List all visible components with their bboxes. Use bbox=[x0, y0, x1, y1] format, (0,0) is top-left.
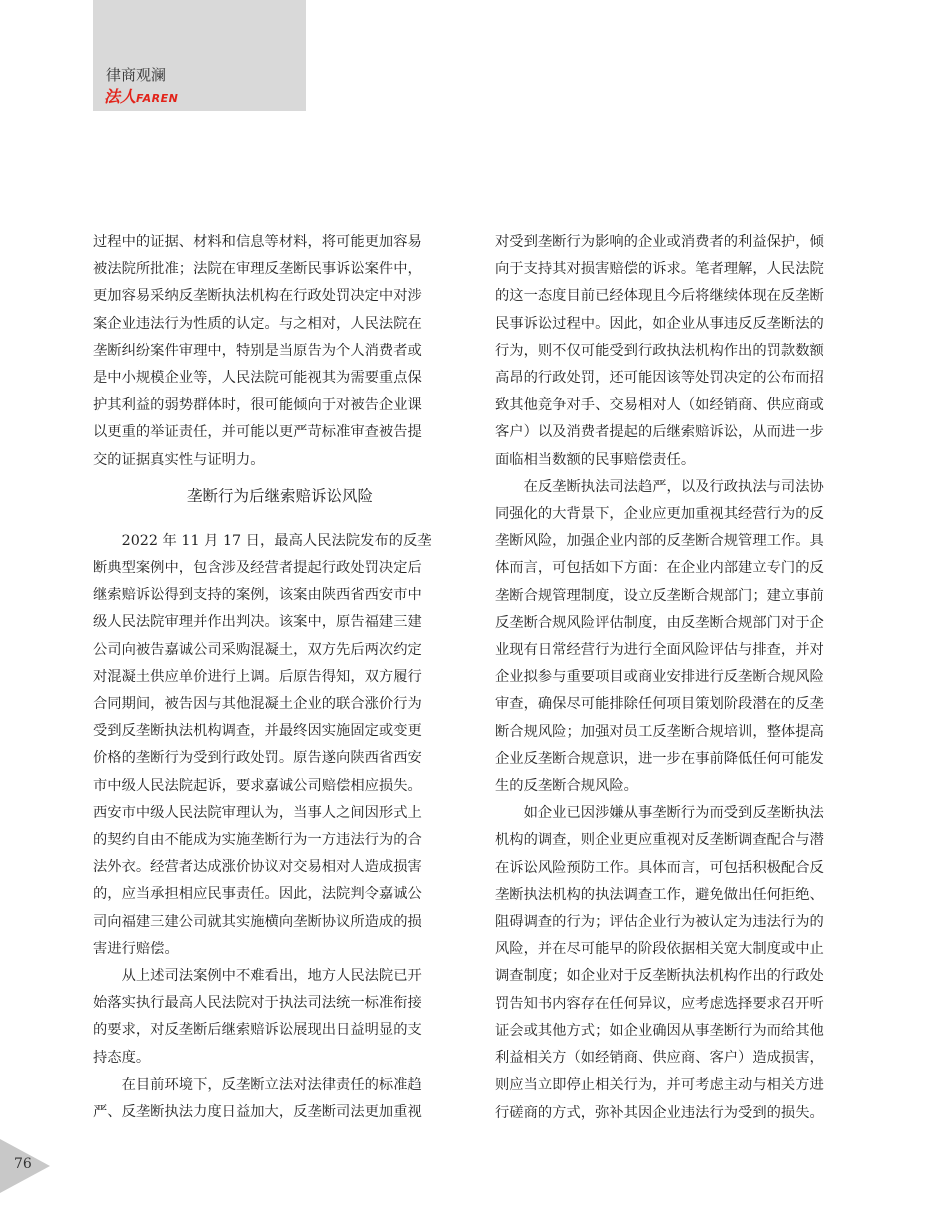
text-line: 从上述司法案例中不难看出，地方人民法院已开 bbox=[121, 968, 422, 985]
text-line: 在反垄断执法司法趋严，以及行政执法与司法协 bbox=[523, 478, 824, 495]
text-line: 公司向被告嘉诚公司采购混凝土，双方先后两次约定 bbox=[93, 641, 422, 658]
text-line: 护其利益的弱势群体时，很可能倾向于对被告企业课 bbox=[93, 397, 422, 414]
text-line: 合同期间，被告因与其他混凝土企业的联合涨价行为 bbox=[93, 696, 422, 713]
text-line: 如企业已因涉嫌从事垄断行为而受到反垄断执法 bbox=[523, 805, 824, 822]
text-line: 市中级人民法院起诉，要求嘉诚公司赔偿相应损失。 bbox=[93, 777, 422, 794]
text-line: 是中小规模企业等，人民法院可能视其为需要重点保 bbox=[93, 370, 422, 387]
text-line: 垄断纠纷案件审理中，特别是当原告为个人消费者或 bbox=[93, 342, 422, 359]
text-line: 罚告知书内容存在任何异议，应考虑选择要求召开听 bbox=[495, 995, 824, 1012]
paragraph-involved bbox=[495, 800, 869, 1126]
text-line: 证会或其他方式；如企业确因从事垄断行为而给其他 bbox=[495, 1022, 824, 1039]
paragraph-trend bbox=[93, 963, 467, 1072]
text-line: 面临相当数额的民事赔偿责任。 bbox=[495, 451, 696, 468]
text-line: 以更重的举证责任，并可能以更严苛标准审查被告提 bbox=[93, 424, 422, 441]
text-line: 始落实执行最高人民法院对于执法司法统一标准衔接 bbox=[93, 995, 422, 1012]
text-line: 继索赔诉讼得到支持的案例，该案由陕西省西安市中 bbox=[93, 587, 422, 604]
text-line: 则应当立即停止相关行为，并可考虑主动与相关方进 bbox=[495, 1077, 824, 1094]
text-line: 利益相关方（如经销商、供应商、客户）造成损害， bbox=[495, 1050, 824, 1067]
text-line: 在诉讼风险预防工作。具体而言，可包括积极配合反 bbox=[495, 859, 824, 876]
text-line: 客户）以及消费者提起的后继索赔诉讼，从而进一步 bbox=[495, 424, 824, 441]
text-line: 断典型案例中，包含涉及经营者提起行政处罚决定后 bbox=[93, 560, 422, 577]
text-line: 持态度。 bbox=[93, 1049, 151, 1066]
section-heading: 垄断行为后继索赔诉讼风险 bbox=[186, 486, 373, 505]
text-line: 的要求，对反垄断后继索赔诉讼展现出日益明显的支 bbox=[93, 1022, 422, 1039]
text-line: 对混凝土供应单价进行上调。后原告得知，双方履行 bbox=[93, 668, 422, 685]
text-line: 生的反垄断合规风险。 bbox=[495, 778, 638, 795]
text-line: 对受到垄断行为影响的企业或消费者的利益保护，倾 bbox=[495, 234, 824, 250]
text-line: 垄断风险，加强企业内部的反垄断合规管理工作。具 bbox=[495, 533, 824, 550]
text-line: 价格的垄断行为受到行政处罚。原告遂向陕西省西安 bbox=[93, 750, 422, 767]
text-line: 更加容易采纳反垄断执法机构在行政处罚决定中对涉 bbox=[93, 288, 422, 305]
text-line: 垄断执法机构的执法调查工作，避免做出任何拒绝、 bbox=[495, 886, 824, 903]
text-line: 向于支持其对损害赔偿的诉求。笔者理解，人民法院 bbox=[495, 261, 824, 278]
text-line: 企业反垄断合规意识，进一步在事前降低任何可能发 bbox=[495, 750, 824, 767]
text-line: 2022 年 11 月 17 日，最高人民法院发布的反垄 bbox=[121, 532, 432, 549]
text-line: 断合规风险；加强对员工反垄断合规培训，整体提高 bbox=[495, 723, 824, 740]
text-line: 案企业违法行为性质的认定。与之相对，人民法院在 bbox=[93, 315, 422, 332]
page-number: 76 bbox=[14, 1156, 32, 1172]
paragraph-continued bbox=[93, 229, 467, 474]
text-line: 风险，并在尽可能早的阶段依据相关宽大制度或中止 bbox=[495, 941, 824, 958]
text-line: 致其他竞争对手、交易相对人（如经销商、供应商或 bbox=[495, 397, 824, 414]
text-line: 行磋商的方式，弥补其因企业违法行为受到的损失。 bbox=[495, 1104, 824, 1121]
paragraph-case bbox=[93, 528, 467, 963]
text-line: 的这一态度目前已经体现且今后将继续体现在反垄断 bbox=[495, 288, 824, 305]
right-column bbox=[495, 229, 869, 1127]
text-line: 审查，确保尽可能排除任何项目策划阶段潜在的反垄 bbox=[495, 696, 824, 713]
text-line: 的契约自由不能成为实施垄断行为一方违法行为的合 bbox=[93, 832, 422, 849]
text-line: 民事诉讼过程中。因此，如企业从事违反反垄断法的 bbox=[495, 315, 824, 332]
paragraph-environment bbox=[93, 1072, 467, 1126]
text-line: 司向福建三建公司就其实施横向垄断协议所造成的损 bbox=[93, 913, 422, 930]
text-line: 反垄断合规风险评估制度，由反垄断合规部门对于企 bbox=[495, 614, 824, 631]
brand-logo-cn: 法人 bbox=[104, 87, 137, 106]
section-name: 律商观澜 bbox=[106, 66, 167, 84]
text-line: 受到反垄断执法机构调查，并最终因实施固定或变更 bbox=[93, 723, 422, 740]
text-line: 阻碍调查的行为；评估企业行为被认定为违法行为的 bbox=[495, 914, 824, 931]
text-line: 在目前环境下，反垄断立法对法律责任的标准趋 bbox=[121, 1076, 422, 1093]
text-line: 行为，则不仅可能受到行政执法机构作出的罚款数额 bbox=[495, 342, 824, 359]
text-line: 被法院所批准；法院在审理反垄断民事诉讼案件中， bbox=[93, 261, 422, 278]
text-line: 企业拟参与重要项目或商业安排进行反垄断合规风险 bbox=[495, 669, 824, 686]
header-block bbox=[93, 0, 306, 111]
text-line: 同强化的大背景下，企业应更加重视其经营行为的反 bbox=[495, 506, 824, 523]
text-line: 西安市中级人民法院审理认为，当事人之间因形式上 bbox=[93, 804, 422, 821]
left-column bbox=[93, 229, 467, 1126]
text-line: 级人民法院审理并作出判决。该案中，原告福建三建 bbox=[93, 614, 422, 631]
text-line: 的，应当承担相应民事责任。因此，法院判令嘉诚公 bbox=[93, 886, 422, 903]
paragraph-continued bbox=[495, 229, 869, 474]
text-line: 体而言，可包括如下方面：在企业内部建立专门的反 bbox=[495, 560, 824, 577]
text-line: 机构的调查，则企业更应重视对反垄断调查配合与潜 bbox=[495, 832, 824, 849]
text-line: 业现有日常经营行为进行全面风险评估与排查，并对 bbox=[495, 642, 824, 659]
text-line: 高昂的行政处罚，还可能因该等处罚决定的公布而招 bbox=[495, 370, 824, 387]
text-line: 法外衣。经营者达成涨价协议对交易相对人造成损害 bbox=[93, 859, 422, 876]
paragraph-compliance bbox=[495, 474, 869, 800]
text-line: 垄断合规管理制度，设立反垄断合规部门；建立事前 bbox=[495, 587, 824, 604]
brand-logo-en: FAREN bbox=[136, 92, 179, 105]
text-line: 过程中的证据、材料和信息等材料，将可能更加容易 bbox=[93, 234, 422, 250]
text-line: 调查制度；如企业对于反垄断执法机构作出的行政处 bbox=[495, 968, 824, 985]
text-line: 害进行赔偿。 bbox=[93, 940, 179, 957]
brand-logo bbox=[104, 88, 178, 108]
text-line: 交的证据真实性与证明力。 bbox=[93, 451, 265, 468]
text-line: 严、反垄断执法力度日益加大，反垄断司法更加重视 bbox=[93, 1104, 422, 1121]
